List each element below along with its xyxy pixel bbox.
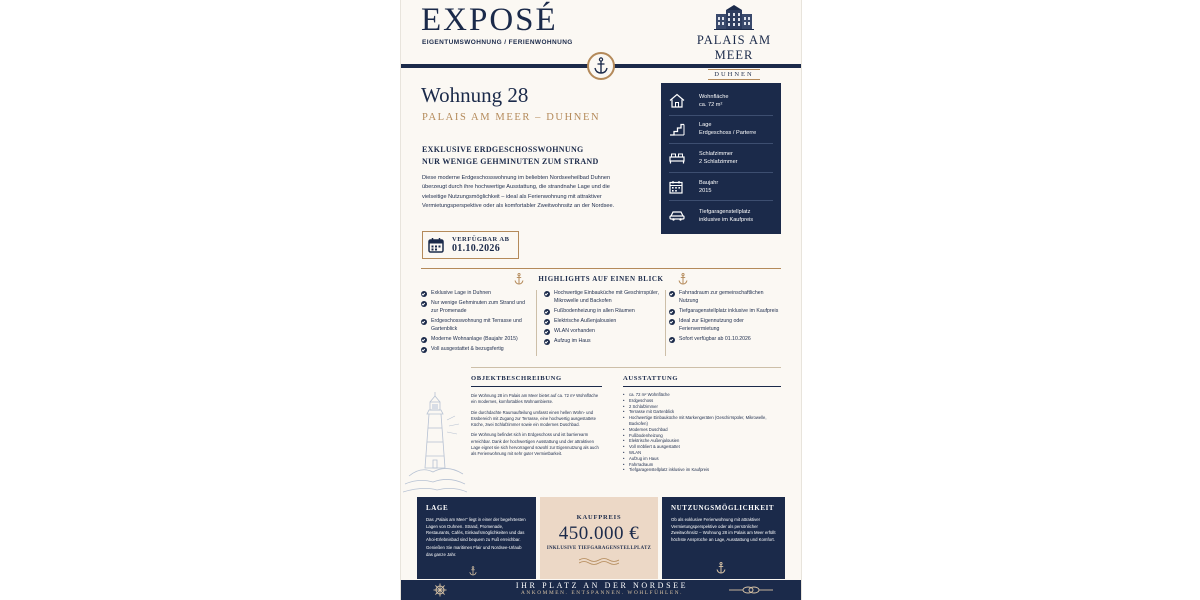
list-item: Nur wenige Gehminuten zum Strand und zur Promenade <box>421 300 533 315</box>
objekt-paragraph: Die Wohnung befindet sich im Erdgeschoss und ist barrierearm erreichbar. Dank der hochwertigen Ausstattung und der attraktiven Lage eignet sie sich hervorragend sowohl zur Eigennutzung als auch als Ferienwohnung mit sehr guter Vermietbarkeit. <box>471 432 599 457</box>
fact-label: Schlafzimmer <box>699 150 733 157</box>
anchor-icon <box>469 566 477 576</box>
fact-value: ca. 72 m² <box>699 101 723 108</box>
highlights-divider <box>421 268 781 269</box>
lighthouse-illustration <box>403 380 467 495</box>
highlights-column-2 <box>544 290 662 349</box>
highlights-column-3 <box>669 290 781 346</box>
apartment-description: Diese moderne Erdgeschosswohnung im beliebten Nordseeheilbad Duhnen überzeugt durch ihre hochwertige Ausstattung, die strandnahe Lage und die vielseitige Nutzungsmöglichkeit – ideal als Ferienwohnung mit attraktiver Vermietungsperspektive oder als komfortabler Zweitwohnsitz an der Nordsee. <box>422 175 615 209</box>
objekt-paragraph: Die Wohnung 28 im Palais am Meer bietet auf ca. 72 m² Wohnfläche ein modernes, komfortables Wohnambiente. <box>471 393 599 405</box>
fact-label: Tiefgaragenstellplatz <box>699 208 751 215</box>
anchor-badge <box>587 52 615 80</box>
list-item: Ideal zur Eigennutzung oder Ferienvermietung <box>669 318 781 333</box>
lage-paragraph: Das „Palais am Meer“ liegt in einer der begehrtesten Lagen von Duhnen. Strand, Promenade, Restaurants, Cafés, Einkaufsmöglichkeiten und das Ahoi-Erlebnisbad sind bequem zu Fuß erreichbar. <box>426 517 526 542</box>
list-item: Exklusive Lage in Duhnen <box>421 290 533 298</box>
nutzung-box <box>662 497 785 579</box>
check-icon <box>421 337 427 343</box>
fact-bedrooms <box>669 144 773 173</box>
check-icon <box>669 337 675 343</box>
headline-line-1: EXKLUSIVE ERDGESCHOSSWOHNUNG <box>422 145 584 154</box>
lage-title: LAGE <box>426 504 449 512</box>
footer-tagline: ANKOMMEN. ENTSPANNEN. WOHLFÜHLEN. <box>520 590 684 596</box>
brand-logo <box>679 4 789 81</box>
list-item: • WLAN <box>623 450 781 456</box>
price-value: 450.000 € <box>558 523 640 544</box>
check-icon <box>544 309 550 315</box>
objekt-divider <box>471 386 602 387</box>
list-item: Moderne Wohnanlage (Baujahr 2015) <box>421 336 533 344</box>
list-item: • Tiefgaragenstellplatz inklusive im Kaufpreis <box>623 467 781 473</box>
price-note: INKLUSIVE TIEFGARAGENSTELLPLATZ <box>546 546 652 551</box>
list-item: • Fahrradraum <box>623 462 781 468</box>
car-icon <box>669 210 685 221</box>
list-item: Fahrradraum zur gemeinschaftlichen Nutzung <box>669 290 781 305</box>
check-icon <box>669 319 675 325</box>
fact-floor <box>669 116 773 145</box>
rope-knot-icon <box>729 586 773 594</box>
list-item: • Aufzug im Haus <box>623 456 781 462</box>
list-item: Erdgeschosswohnung mit Terrasse und Gartenblick <box>421 318 533 333</box>
fact-parking <box>669 201 773 230</box>
price-label: KAUFPREIS <box>576 514 622 521</box>
footer-slogan: IHR PLATZ AN DER NORDSEE <box>515 581 689 590</box>
list-item: • Voll möbliert & ausgestattet <box>623 444 781 450</box>
list-item: • 2 Schlafzimmer <box>623 404 781 410</box>
house-icon <box>669 93 685 108</box>
anchor-icon <box>678 273 688 285</box>
list-item: Sofort verfügbar ab 01.10.2026 <box>669 336 781 344</box>
list-item: • Hochwertige Einbauküche mit Markengeräten (Geschirrspüler, Mikrowelle, Backofen) <box>623 415 781 427</box>
list-item: • Fußbodenheizung <box>623 433 781 439</box>
check-icon <box>544 319 550 325</box>
footer-banner <box>401 580 802 600</box>
list-item: • Erdgeschoss <box>623 398 781 404</box>
lage-paragraph: Genießen Sie maritimes Flair und Nordsee-Urlaub das ganze Jahr. <box>426 545 522 557</box>
fact-value: Erdgeschoss / Parterre <box>699 130 757 137</box>
list-item: Tiefgaragenstellplatz inklusive im Kaufpreis <box>669 308 781 316</box>
anchor-icon <box>716 562 726 574</box>
ausstattung-list <box>623 392 781 473</box>
key-facts-panel <box>661 83 781 234</box>
check-icon <box>421 301 427 307</box>
ship-wheel-icon <box>433 583 447 597</box>
check-icon <box>421 347 427 353</box>
fact-value: 2015 <box>699 187 712 194</box>
expose-document <box>400 0 802 600</box>
calendar-icon <box>669 180 683 194</box>
palace-building-icon <box>712 4 756 30</box>
list-item: • ca. 72 m² Wohnfläche <box>623 392 781 398</box>
check-icon <box>421 319 427 325</box>
fact-label: Wohnfläche <box>699 93 729 100</box>
column-divider <box>665 290 666 356</box>
objekt-paragraph: Die durchdachte Raumaufteilung umfasst einen hellen Wohn- und Essbereich mit Zugang zur Terrasse, eine hochwertig ausgestattete Küche, zwei Schlafzimmer sowie ein modernes Duschbad. <box>471 409 596 428</box>
wave-icon <box>579 557 619 565</box>
availability-date: 01.10.2026 <box>452 243 500 254</box>
list-item: Aufzug im Haus <box>544 338 662 346</box>
anchor-icon <box>514 273 524 285</box>
highlights-column-1 <box>421 290 533 356</box>
ausstattung-divider <box>623 386 781 387</box>
list-item: Voll ausgestattet & bezugsfertig <box>421 346 533 354</box>
list-item: • Modernes Duschbad <box>623 427 781 433</box>
bed-icon <box>669 152 685 164</box>
document-title: EXPOSÉ <box>421 2 558 38</box>
objekt-description <box>471 393 602 462</box>
fact-value: 2 Schlafzimmer <box>699 158 738 165</box>
check-icon <box>669 309 675 315</box>
objekt-title: OBJEKTBESCHREIBUNG <box>471 375 562 382</box>
column-divider <box>536 290 537 356</box>
highlights-title: HIGHLIGHTS AUF EINEN BLICK <box>538 275 664 283</box>
stairs-icon <box>669 122 685 136</box>
brand-location: DUHNEN <box>708 69 759 80</box>
availability-label: VERFÜGBAR AB <box>452 236 510 243</box>
list-item: WLAN vorhanden <box>544 328 662 336</box>
lage-box <box>417 497 536 579</box>
price-box <box>540 497 658 579</box>
apartment-headline <box>422 144 599 168</box>
list-item: Elektrische Außenjalousien <box>544 318 662 326</box>
check-icon <box>544 339 550 345</box>
fact-living-area <box>669 87 773 116</box>
fact-year-built <box>669 173 773 202</box>
check-icon <box>544 329 550 335</box>
nutzung-title: NUTZUNGSMÖGLICHKEIT <box>671 504 775 512</box>
anchor-icon <box>593 57 609 75</box>
fact-label: Baujahr <box>699 179 719 186</box>
list-item: Fußbodenheizung in allen Räumen <box>544 308 662 316</box>
fact-label: Lage <box>699 122 712 129</box>
nutzung-description: Ob als exklusive Ferienwohnung mit attraktiver Vermietungsperspektive oder als persönlicher Zweitwohnsitz – Wohnung 28 im Palais am Meer erfüllt höchste Ansprüche an Lage, Ausstattung und Komfort. <box>671 517 776 542</box>
check-icon <box>544 291 550 297</box>
fact-value: inklusive im Kaufpreis <box>699 216 754 223</box>
apartment-title: Wohnung 28 <box>421 83 529 107</box>
list-item: Hochwertige Einbauküche mit Geschirrspüler, Mikrowelle und Backofen <box>544 290 662 305</box>
check-icon <box>669 291 675 297</box>
headline-line-2: NUR WENIGE GEHMINUTEN ZUM STRAND <box>422 157 599 166</box>
brand-name: PALAIS AM MEER <box>696 33 772 62</box>
document-subtitle: EIGENTUMSWOHNUNG / FERIENWOHNUNG <box>422 39 573 46</box>
ausstattung-title: AUSSTATTUNG <box>623 375 679 382</box>
section-divider <box>471 367 781 368</box>
availability-box <box>422 231 519 259</box>
apartment-subtitle: PALAIS AM MEER – DUHNEN <box>422 112 601 123</box>
list-item: • Elektrische Außenjalousien <box>623 438 781 444</box>
check-icon <box>421 291 427 297</box>
calendar-icon <box>428 237 444 253</box>
list-item: • Terrasse mit Gartenblick <box>623 409 781 415</box>
